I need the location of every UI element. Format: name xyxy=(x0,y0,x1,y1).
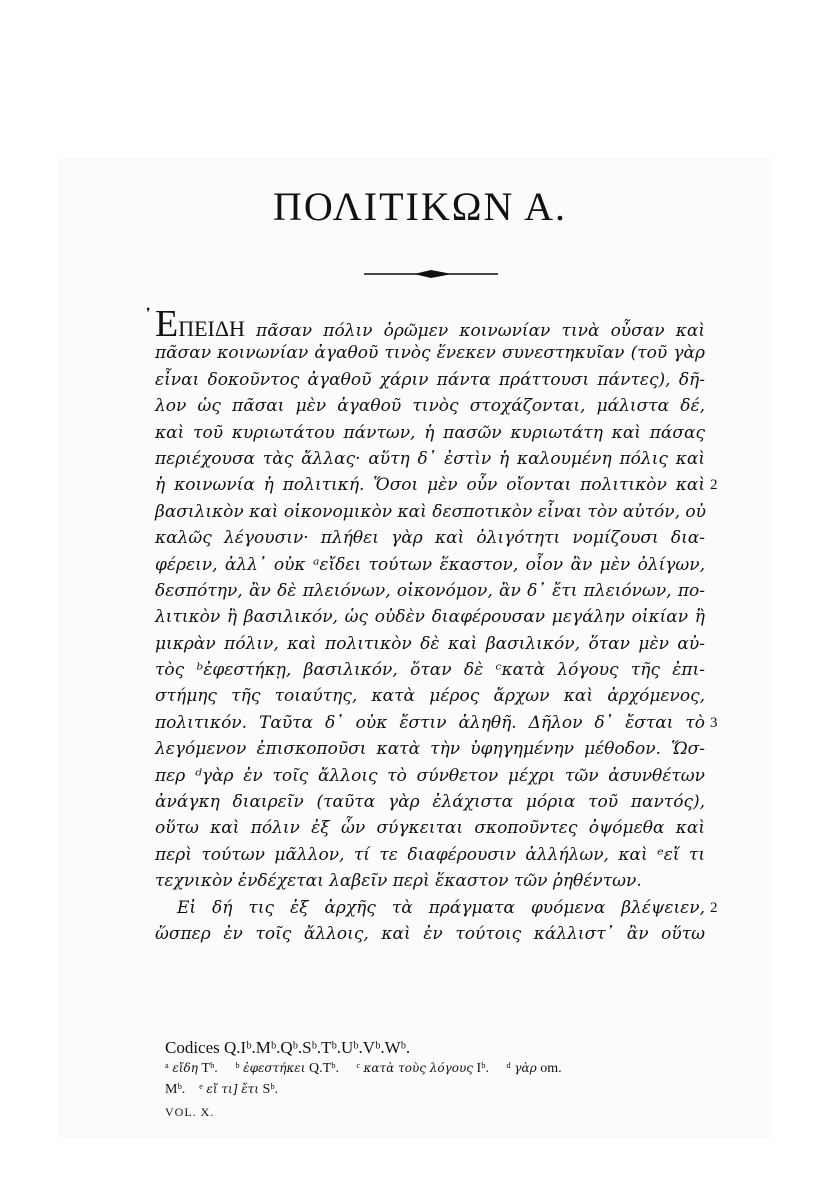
note-source: Sᵇ. xyxy=(262,1082,279,1097)
title-rule-ornament xyxy=(362,266,500,282)
text-line xyxy=(155,736,705,762)
text-line xyxy=(155,446,705,472)
text-line xyxy=(155,895,718,921)
text-line-content: καὶ τοῦ κυριωτάτου πάντων, ἡ πασῶν κυριωτάτη καὶ πάσας xyxy=(155,422,705,443)
text-line-content: εἶναι δοκοῦντος ἀγαθοῦ χάριν πάντα πράττουσι πάντες), δῆ- xyxy=(155,369,705,390)
text-line xyxy=(155,604,705,630)
text-line-content: λεγόμενον ἐπισκοποῦσι κατὰ τὴν ὑφηγημένην μέθοδον. Ὥσ- xyxy=(155,739,705,760)
text-line xyxy=(155,393,705,419)
apparatus-footer xyxy=(165,1038,725,1122)
note-key: ᵇ xyxy=(235,1061,240,1076)
text-line xyxy=(155,868,705,894)
text-line xyxy=(155,472,718,498)
text-line xyxy=(155,631,705,657)
note-source: Tᵇ. xyxy=(201,1061,218,1076)
text-line xyxy=(143,303,705,345)
text-line xyxy=(155,340,705,366)
text-line xyxy=(155,578,705,604)
text-line-content: βασιλικὸν καὶ οἰκονομικὸν καὶ δεσποτικὸν εἶναι τὸν αὐτόν, οὐ xyxy=(155,501,706,522)
note-key: ᵉ xyxy=(199,1082,203,1097)
note-source: Mᵇ. xyxy=(165,1082,186,1097)
text-line xyxy=(155,710,718,736)
note-source: om. xyxy=(540,1061,562,1076)
text-line-content: πολιτικόν. Ταῦτα δ᾿ οὐκ ἔστιν ἀληθῆ. Δῆλον δ᾿ ἔσται τὸ xyxy=(155,712,705,733)
text-line xyxy=(155,815,705,841)
text-line-content: ἡ κοινωνία ἡ πολιτική. Ὅσοι μὲν οὖν οἴονται πολιτικὸν καὶ xyxy=(155,475,705,496)
text-line xyxy=(155,683,705,709)
text-line-content: στήμης τῆς τοιαύτης, κατὰ μέρος ἄρχων καὶ ἀρχόμενος, xyxy=(155,686,705,707)
text-line-content: περ ᵈγὰρ ἐν τοῖς ἄλλοις τὸ σύνθετον μέχρι τῶν ἀσυνθέτων xyxy=(155,765,705,786)
note-text: εἴ τι] ἔτι xyxy=(206,1082,259,1096)
note-key: ᶜ xyxy=(356,1061,361,1076)
text-line-content: φέρειν, ἀλλ᾿ οὐκ ᵃεἴδει τούτων ἕκαστον, οἷον ἂν μὲν ὀλίγων, xyxy=(155,554,705,575)
note-key: ᵃ xyxy=(165,1061,169,1076)
text-line xyxy=(155,499,705,525)
opening-small-caps: ΠΕΙΔΗ xyxy=(178,316,245,341)
note-key: ᵈ xyxy=(506,1061,511,1076)
text-line xyxy=(155,763,705,789)
note-source: Iᵇ. xyxy=(476,1061,490,1076)
section-number: 3 xyxy=(710,714,718,731)
note-text: εἴδη xyxy=(172,1061,198,1075)
greek-text-body xyxy=(143,303,718,947)
note-text: γὰρ xyxy=(514,1061,537,1075)
text-line-content: λον ὡς πᾶσαι μὲν ἀγαθοῦ τινὸς στοχάζονται, μάλιστα δέ, xyxy=(155,396,705,417)
footnotes-line-2 xyxy=(165,1079,725,1100)
text-line-content: περὶ τούτων μᾶλλον, τί τε διαφέρουσιν ἀλλήλων, καὶ ᵉεἴ τι xyxy=(155,844,705,865)
footnotes-line-1 xyxy=(165,1058,725,1079)
text-line xyxy=(155,842,705,868)
page-title: ΠΟΛΙΤΙΚΩΝ Α. xyxy=(272,184,568,229)
note-text: ἐφεστήκει xyxy=(243,1061,306,1075)
text-line-content: δεσπότην, ἂν δὲ πλειόνων, οἰκονόμον, ἂν δ᾿ ἔτι πλειόνων, πο- xyxy=(155,580,705,601)
text-line xyxy=(155,657,705,683)
text-line-content: τεχνικὸν ἐνδέχεται λαβεῖν περὶ ἕκαστον τῶν ῥηθέντων. xyxy=(155,871,642,892)
section-number: 2 xyxy=(710,477,718,494)
section-number: 2 xyxy=(710,899,718,916)
volume-signature: VOL. X. xyxy=(165,1105,215,1119)
breathing-mark: ᾿ xyxy=(143,305,153,329)
note-text: κατὰ τοὺς λόγους xyxy=(363,1061,474,1075)
text-line xyxy=(155,420,705,446)
text-line-content: λιτικὸν ἢ βασιλικόν, ὡς οὐδὲν διαφέρουσαν μεγάλην οἰκίαν ἢ xyxy=(155,607,705,628)
text-line-content: οὕτω καὶ πόλιν ἐξ ὧν σύγκειται σκοποῦντες ὀψόμεθα καὶ xyxy=(155,818,705,839)
text-line-content: πᾶσαν κοινωνίαν ἀγαθοῦ τινὸς ἕνεκεν συνεστηκυῖαν (τοῦ γὰρ xyxy=(155,343,705,364)
drop-capital: Ε xyxy=(155,303,179,345)
text-line-content: μικρὰν πόλιν, καὶ πολιτικὸν δὲ καὶ βασιλικόν, ὅταν μὲν αὐ- xyxy=(155,633,705,654)
text-line-content: πᾶσαν πόλιν ὁρῶμεν κοινωνίαν τινὰ οὖσαν καὶ xyxy=(244,321,705,341)
text-line-content: ὥσπερ ἐν τοῖς ἄλλοις, καὶ ἐν τούτοις κάλλιστ᾿ ἂν οὕτω xyxy=(155,923,705,944)
text-line-content: Εἰ δή τις ἐξ ἀρχῆς τὰ πράγματα φυόμενα βλέψειεν, xyxy=(177,897,705,918)
text-line xyxy=(155,525,705,551)
text-line xyxy=(155,367,705,393)
text-line-content: καλῶς λέγουσιν· πλήθει γὰρ καὶ ὀλιγότητι νομίζουσι δια- xyxy=(155,528,705,549)
codices-line: Codices Q.Iᵇ.Mᵇ.Qᵇ.Sᵇ.Tᵇ.Uᵇ.Vᵇ.Wᵇ. xyxy=(165,1038,411,1057)
text-line xyxy=(155,552,705,578)
text-line xyxy=(155,789,705,815)
text-line-content: ἀνάγκη διαιρεῖν (ταῦτα γὰρ ἐλάχιστα μόρια τοῦ παντός), xyxy=(155,792,705,813)
text-line xyxy=(155,921,705,947)
note-source: Q.Tᵇ. xyxy=(308,1061,339,1076)
text-line-content: περιέχουσα τὰς ἄλλας· αὕτη δ᾿ ἐστὶν ἡ καλουμένη πόλις καὶ xyxy=(155,448,705,469)
text-line-content: τὸς ᵇἐφεστήκῃ, βασιλικόν, ὅταν δὲ ᶜκατὰ λόγους τῆς ἐπι- xyxy=(155,660,705,681)
